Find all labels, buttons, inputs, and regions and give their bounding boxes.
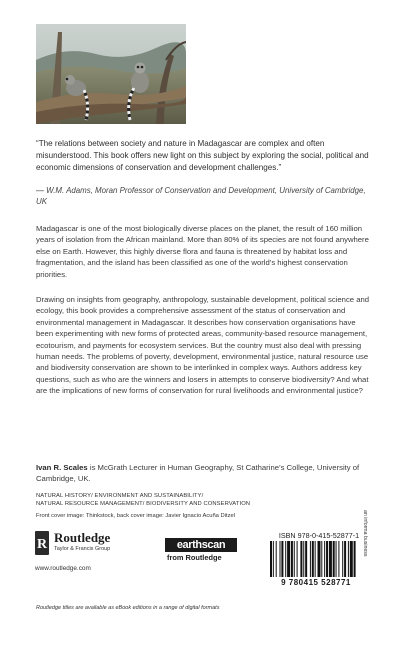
routledge-mark-letter: R bbox=[36, 537, 48, 552]
author-name: Ivan R. Scales bbox=[36, 463, 88, 472]
routledge-mark-icon bbox=[35, 531, 49, 555]
subject-categories bbox=[36, 492, 370, 508]
publisher-name: Routledge bbox=[54, 530, 111, 545]
review-quote: “The relations between society and nature in Madagascar are complex and often misunderstood. This book offers new light on this subject by exploring the social, political and economic dimensions of conservation and development challenges.” bbox=[36, 139, 369, 172]
author-bio-text: is McGrath Lecturer in Human Geography, St Catharine’s College, University of Cambridge, UK. bbox=[36, 463, 360, 484]
earthscan-logo bbox=[165, 538, 237, 566]
footer-note: Routledge titles are available as eBook editions in a range of digital formats bbox=[36, 605, 220, 611]
routledge-logo bbox=[35, 531, 125, 561]
subject-line: NATURAL HISTORY/ ENVIRONMENT AND SUSTAINABILITY/ bbox=[36, 493, 204, 499]
vertical-label: an informa business bbox=[362, 510, 368, 557]
isbn-digits: 9 780415 528771 bbox=[281, 578, 351, 587]
description-paragraph: Madagascar is one of the most biologically diverse places on the planet, the result of 160 million years of isolation from the African mainland. More than 80% of its species are not found anywhere else on Earth. However, this highly diverse flora and fauna is threatened by habitat loss and fragmentation, and the island has been classified as one of the world’s highest conservation priorities. bbox=[36, 224, 369, 279]
subject-line: NATURAL RESOURCE MANAGEMENT/ BIODIVERSITY AND CONSERVATION bbox=[36, 501, 251, 508]
image-credits: Front cover image: Thinkstock, back cover image: Javier Ignacio Acuña Ditzel bbox=[36, 513, 236, 519]
earthscan-from: from Routledge bbox=[167, 553, 222, 562]
description-paragraph: Drawing on insights from geography, anthropology, sustainable development, political science and ecology, this book provides a comprehensive assessment of the status of conservation and environmental management in Madagascar. It describes how conservation organisations have been experimenting with new forms of protected areas, community-based resource management, ecotourism, and payments for ecosystem services. But the country must also deal with pressing human needs. The problems of poverty, development, environmental justice, natural resource use and biodiversity conservation are shown to be interlinked in complex ways. Authors address key questions, such as who are the winners and losers in attempts to conserve biodiversity? And what are the implications of new forms of conservation for rural livelihoods and environmental justice? bbox=[36, 295, 370, 396]
publisher-group: Taylor & Francis Group bbox=[54, 546, 111, 552]
isbn-label: ISBN 978-0-415-52877-1 bbox=[266, 531, 372, 540]
cover-photo-lemurs bbox=[36, 24, 186, 124]
barcode-icon bbox=[268, 541, 370, 579]
author-bio bbox=[36, 462, 370, 485]
quote-attribution: — W.M. Adams, Moran Professor of Conservation and Development, University of Cambridge, UK bbox=[36, 186, 366, 207]
earthscan-wordmark: earthscan bbox=[165, 538, 237, 552]
publisher-url: www.routledge.com bbox=[35, 565, 91, 572]
